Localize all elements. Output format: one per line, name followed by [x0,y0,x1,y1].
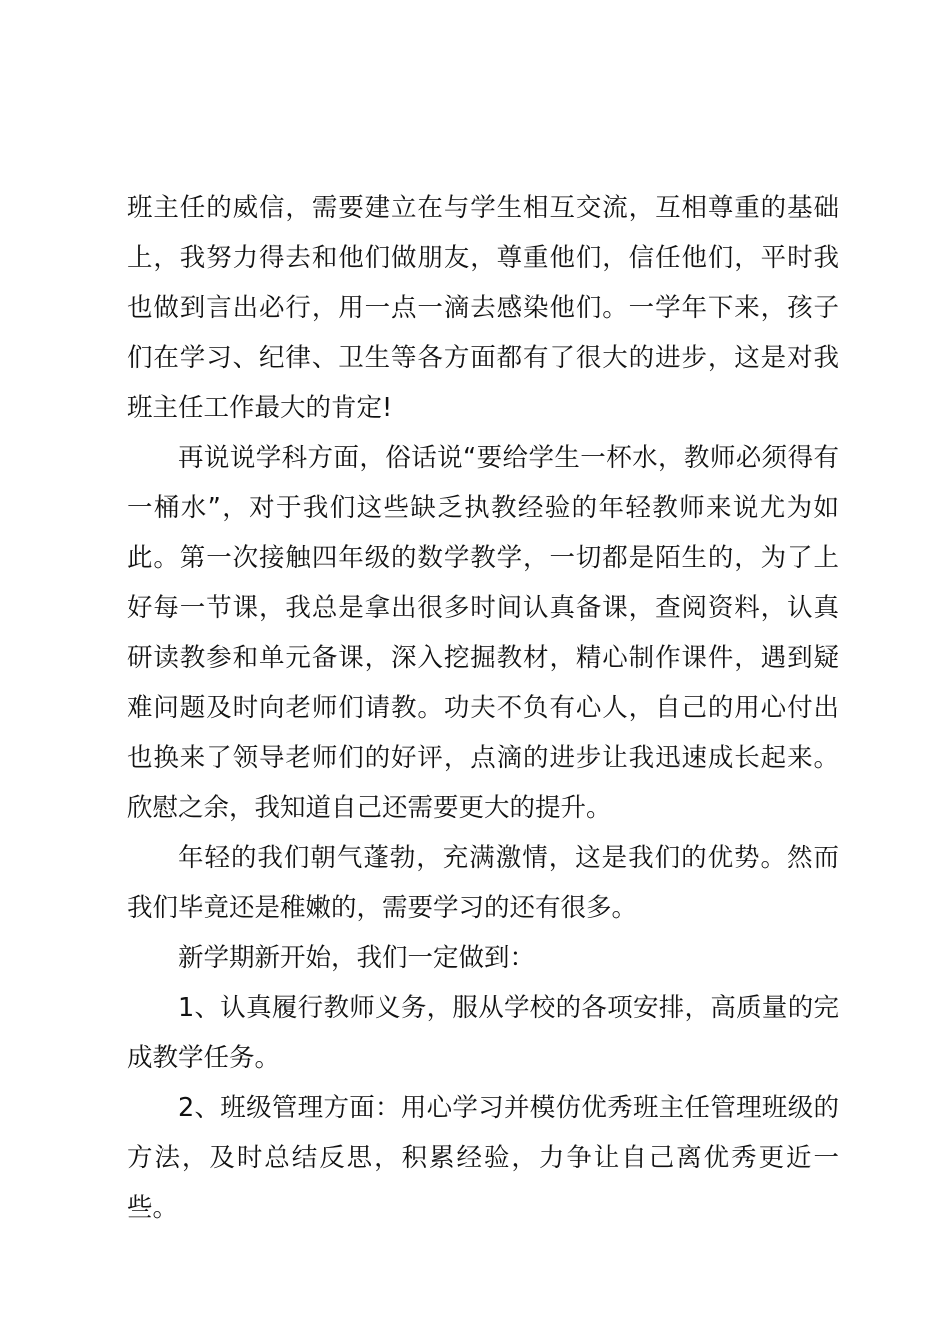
paragraph-2: 再说说学科方面，俗话说“要给学生一杯水，教师必须得有一桶水”，对于我们这些缺乏执教经验的年轻教师来说尤为如此。第一次接触四年级的数学教学，一切都是陌生的，为了上好每一节课，我总是拿出很多时间认真备课，查阅资料，认真研读教参和单元备课，深入挖掘教材，精心制作课件，遇到疑难问题及时向老师们请教。功夫不负有心人，自己的用心付出也换来了领导老师们的好评，点滴的进步让我迅速成长起来。欣慰之余，我知道自己还需要更大的提升。 [127,443,839,823]
paragraph-3: 年轻的我们朝气蓬勃，充满激情，这是我们的优势。然而我们毕竟还是稚嫩的，需要学习的还有很多。 [127,843,839,923]
paragraph-4: 新学期新开始，我们一定做到： [178,943,536,973]
paragraph-6: 2、班级管理方面：用心学习并模仿优秀班主任管理班级的方法，及时总结反思，积累经验，力争让自己离优秀更近一些。 [127,1093,839,1223]
paragraph-1: 班主任的威信，需要建立在与学生相互交流，互相尊重的基础上，我努力得去和他们做朋友，尊重他们，信任他们，平时我也做到言出必行，用一点一滴去感染他们。一学年下来，孩子们在学习、纪律、卫生等各方面都有了很大的进步，这是对我班主任工作最大的肯定! [127,193,839,423]
paragraph-5: 1、认真履行教师义务，服从学校的各项安排，高质量的完成教学任务。 [127,993,839,1073]
document-page [127,183,839,1233]
